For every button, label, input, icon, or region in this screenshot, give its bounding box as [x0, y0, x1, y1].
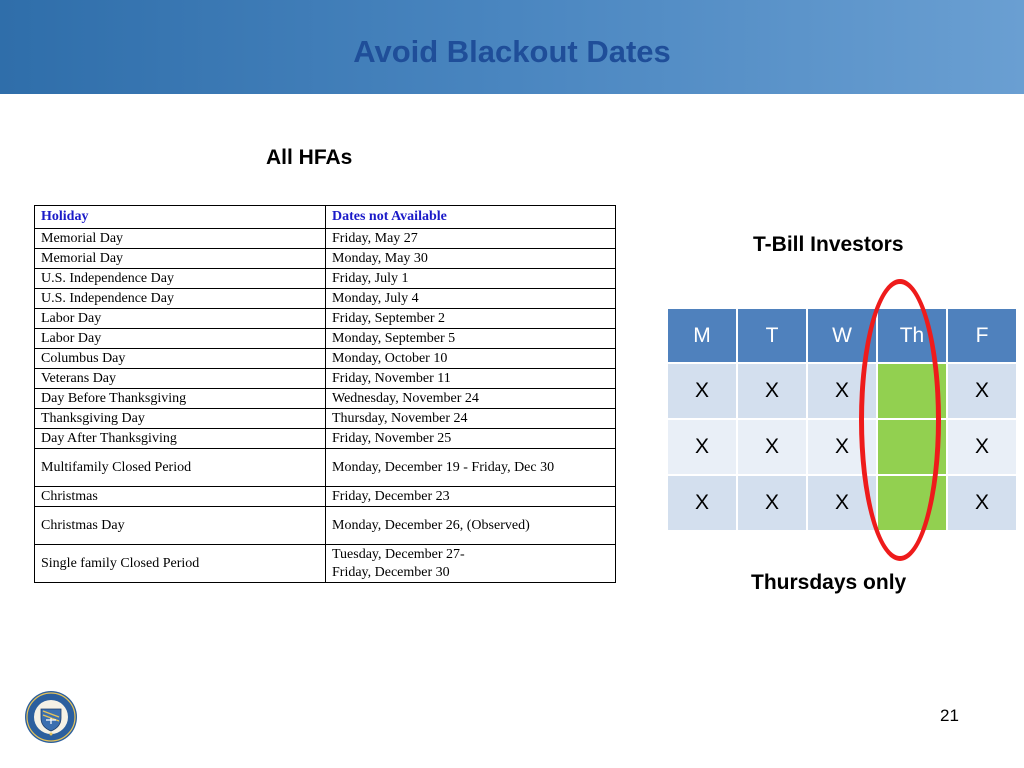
day-cell: X — [948, 476, 1016, 530]
holiday-cell: Columbus Day — [35, 349, 326, 369]
date-cell: Monday, July 4 — [326, 289, 616, 309]
tbill-heading: T-Bill Investors — [753, 233, 904, 256]
table-row — [35, 249, 616, 269]
date-cell: Monday, December 19 - Friday, Dec 30 — [326, 449, 616, 487]
day-cell: X — [668, 364, 736, 418]
date-cell: Friday, December 23 — [326, 487, 616, 507]
column-header-holiday: Holiday — [35, 206, 326, 229]
holiday-cell: Christmas Day — [35, 507, 326, 545]
holiday-cell: Veterans Day — [35, 369, 326, 389]
column-header-dates: Dates not Available — [326, 206, 616, 229]
blackout-dates-table — [34, 205, 616, 583]
table-row — [35, 487, 616, 507]
holiday-cell: Labor Day — [35, 329, 326, 349]
holiday-cell: U.S. Independence Day — [35, 269, 326, 289]
date-cell — [326, 545, 616, 583]
day-cell: X — [738, 420, 806, 474]
table-row — [35, 229, 616, 249]
date-cell: Friday, May 27 — [326, 229, 616, 249]
weekday-row — [668, 364, 1016, 418]
date-cell: Friday, November 11 — [326, 369, 616, 389]
holiday-cell: Thanksgiving Day — [35, 409, 326, 429]
day-cell: X — [948, 364, 1016, 418]
weekday-header: F — [948, 309, 1016, 362]
date-cell: Wednesday, November 24 — [326, 389, 616, 409]
page-number: 21 — [940, 706, 959, 725]
holiday-cell: Memorial Day — [35, 229, 326, 249]
holiday-cell: Multifamily Closed Period — [35, 449, 326, 487]
table-row — [35, 329, 616, 349]
date-cell: Monday, December 26, (Observed) — [326, 507, 616, 545]
holiday-cell: U.S. Independence Day — [35, 289, 326, 309]
date-cell: Monday, October 10 — [326, 349, 616, 369]
date-cell: Friday, September 2 — [326, 309, 616, 329]
table-row — [35, 507, 616, 545]
day-cell: X — [948, 420, 1016, 474]
thursday-highlight-circle — [859, 279, 941, 561]
holiday-cell: Memorial Day — [35, 249, 326, 269]
slide-title: Avoid Blackout Dates — [353, 34, 671, 69]
day-cell: X — [668, 476, 736, 530]
table-row — [35, 369, 616, 389]
weekday-header: M — [668, 309, 736, 362]
table-row — [35, 545, 616, 583]
weekday-row — [668, 476, 1016, 530]
table-row — [35, 289, 616, 309]
table-row — [35, 269, 616, 289]
table-row — [35, 389, 616, 409]
date-cell: Thursday, November 24 — [326, 409, 616, 429]
date-cell: Friday, November 25 — [326, 429, 616, 449]
day-cell: X — [668, 420, 736, 474]
date-line-1: Tuesday, December 27- — [332, 546, 465, 562]
hfa-heading: All HFAs — [266, 146, 353, 169]
date-cell: Monday, May 30 — [326, 249, 616, 269]
title-bar — [0, 0, 1024, 94]
weekday-row — [668, 420, 1016, 474]
weekday-header: Th — [878, 309, 946, 362]
weekday-header: T — [738, 309, 806, 362]
day-cell: X — [808, 476, 876, 530]
holiday-cell: Day After Thanksgiving — [35, 429, 326, 449]
weekday-header: W — [808, 309, 876, 362]
table-row — [35, 309, 616, 329]
day-cell: X — [808, 364, 876, 418]
day-cell: X — [738, 476, 806, 530]
date-line-2: Friday, December 30 — [332, 564, 450, 580]
table-header-row — [35, 206, 616, 229]
thursdays-only-label: Thursdays only — [751, 571, 907, 594]
holiday-cell: Day Before Thanksgiving — [35, 389, 326, 409]
date-cell: Friday, July 1 — [326, 269, 616, 289]
table-row — [35, 349, 616, 369]
holiday-cell: Labor Day — [35, 309, 326, 329]
weekday-availability-table — [666, 307, 1018, 532]
table-row — [35, 449, 616, 487]
weekday-header-row — [668, 309, 1016, 362]
day-cell: X — [808, 420, 876, 474]
holiday-cell: Christmas — [35, 487, 326, 507]
holiday-cell: Single family Closed Period — [35, 545, 326, 583]
table-row — [35, 429, 616, 449]
date-cell: Monday, September 5 — [326, 329, 616, 349]
day-cell: X — [738, 364, 806, 418]
table-row — [35, 409, 616, 429]
treasury-seal-icon — [24, 690, 78, 744]
